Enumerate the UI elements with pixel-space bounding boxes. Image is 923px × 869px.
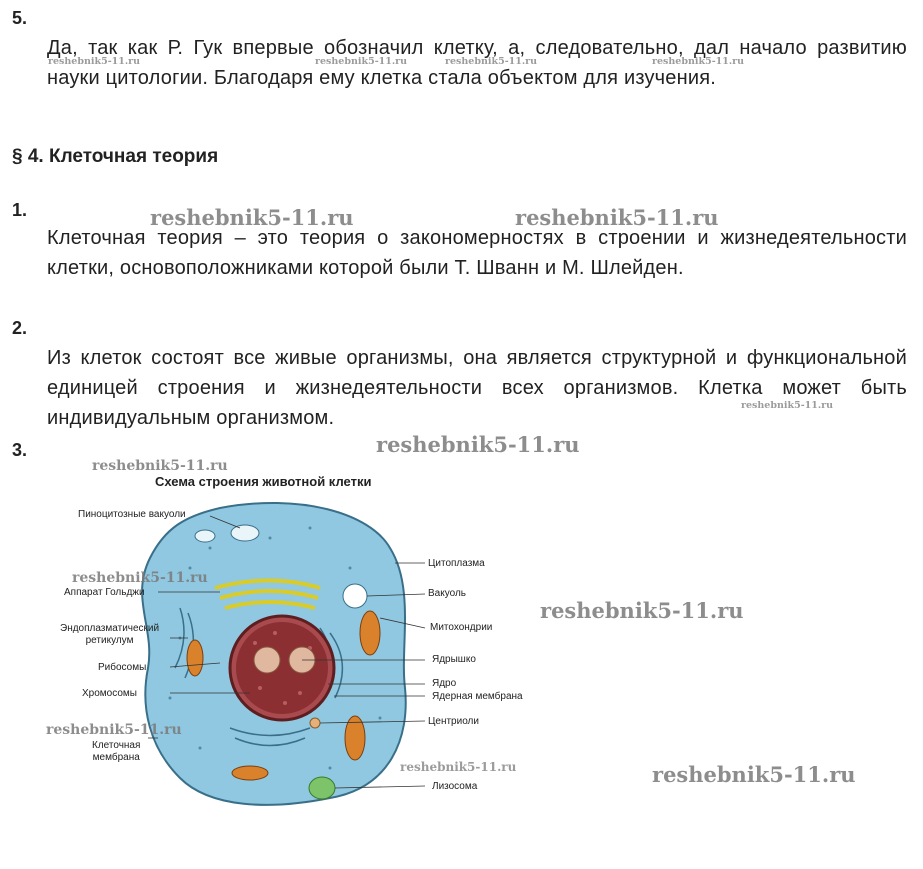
watermark: reshebnik5-11.ru (92, 458, 228, 474)
mitochondrion (360, 611, 380, 655)
label-ribosomes: Рибосомы (98, 662, 147, 673)
label-chromosomes: Хромосомы (82, 688, 137, 699)
question-number-2: 2. (12, 318, 28, 338)
label-lysosome: Лизосома (432, 781, 478, 792)
watermark: reshebnik5-11.ru (540, 598, 744, 623)
label-endoplasmic-reticulum: Эндоплазматический ретикулум (60, 623, 160, 646)
answer-2-text: Из клеток состоят все живые организмы, она является структурной и функциональной единицей строения и жизнедеятельности всех организмов. Клетка может быть индивидуальным организмом. (47, 347, 907, 429)
label-centrioles: Центриоли (428, 716, 479, 727)
question-number-1: 1. (12, 200, 28, 220)
pinocytic-vacuole (231, 525, 259, 541)
question-number-5: 5. (12, 8, 28, 28)
watermark: reshebnik5-11.ru (48, 56, 141, 67)
label-nucleolus: Ядрышко (432, 654, 476, 665)
vacuole-shape (343, 584, 367, 608)
watermark: reshebnik5-11.ru (72, 570, 208, 586)
label-pinocytic-vacuoles: Пиноцитозные вакуоли (78, 509, 186, 520)
question-number-3: 3. (12, 440, 28, 460)
watermark: reshebnik5-11.ru (445, 56, 538, 67)
figure-title: Схема строения животной клетки (155, 474, 372, 489)
nucleus-shape (236, 622, 328, 714)
watermark: reshebnik5-11.ru (46, 722, 182, 738)
answer-1-text: Клеточная теория – это теория о закономерностях в строении и жизнедеятельности клетки, основоположниками которой были Т. Шванн и М. Шлейден. (47, 227, 907, 279)
nucleolus-shape (254, 647, 280, 673)
watermark: reshebnik5-11.ru (315, 56, 408, 67)
lysosome-shape (309, 777, 335, 799)
centrioles-shape (310, 718, 320, 728)
watermark: reshebnik5-11.ru (150, 205, 354, 230)
mitochondrion (232, 766, 268, 780)
watermark: reshebnik5-11.ru (400, 760, 517, 774)
label-cell-membrane: Клеточная мембрана (92, 740, 141, 763)
mitochondrion (187, 640, 203, 676)
label-nuclear-membrane: Ядерная мембрана (432, 691, 523, 702)
watermark: reshebnik5-11.ru (515, 205, 719, 230)
watermark: reshebnik5-11.ru (741, 400, 834, 411)
label-golgi-apparatus: Аппарат Гольджи (64, 587, 145, 598)
watermark: reshebnik5-11.ru (376, 432, 580, 457)
label-nucleus: Ядро (432, 678, 457, 689)
watermark: reshebnik5-11.ru (652, 56, 745, 67)
watermark: reshebnik5-11.ru (652, 762, 856, 787)
answer-5-text: Да, так как Р. Гук впервые обозначил клетку, а, следовательно, дал начало развитию науки цитологии. Благодаря ему клетка стала объектом для изучения. (47, 37, 907, 89)
label-vacuole: Вакуоль (428, 588, 466, 599)
section-title: § 4. Клеточная теория (12, 146, 219, 167)
label-cytoplasm: Цитоплазма (428, 558, 485, 569)
pinocytic-vacuole (195, 530, 215, 542)
label-mitochondria: Митохондрии (430, 622, 493, 633)
